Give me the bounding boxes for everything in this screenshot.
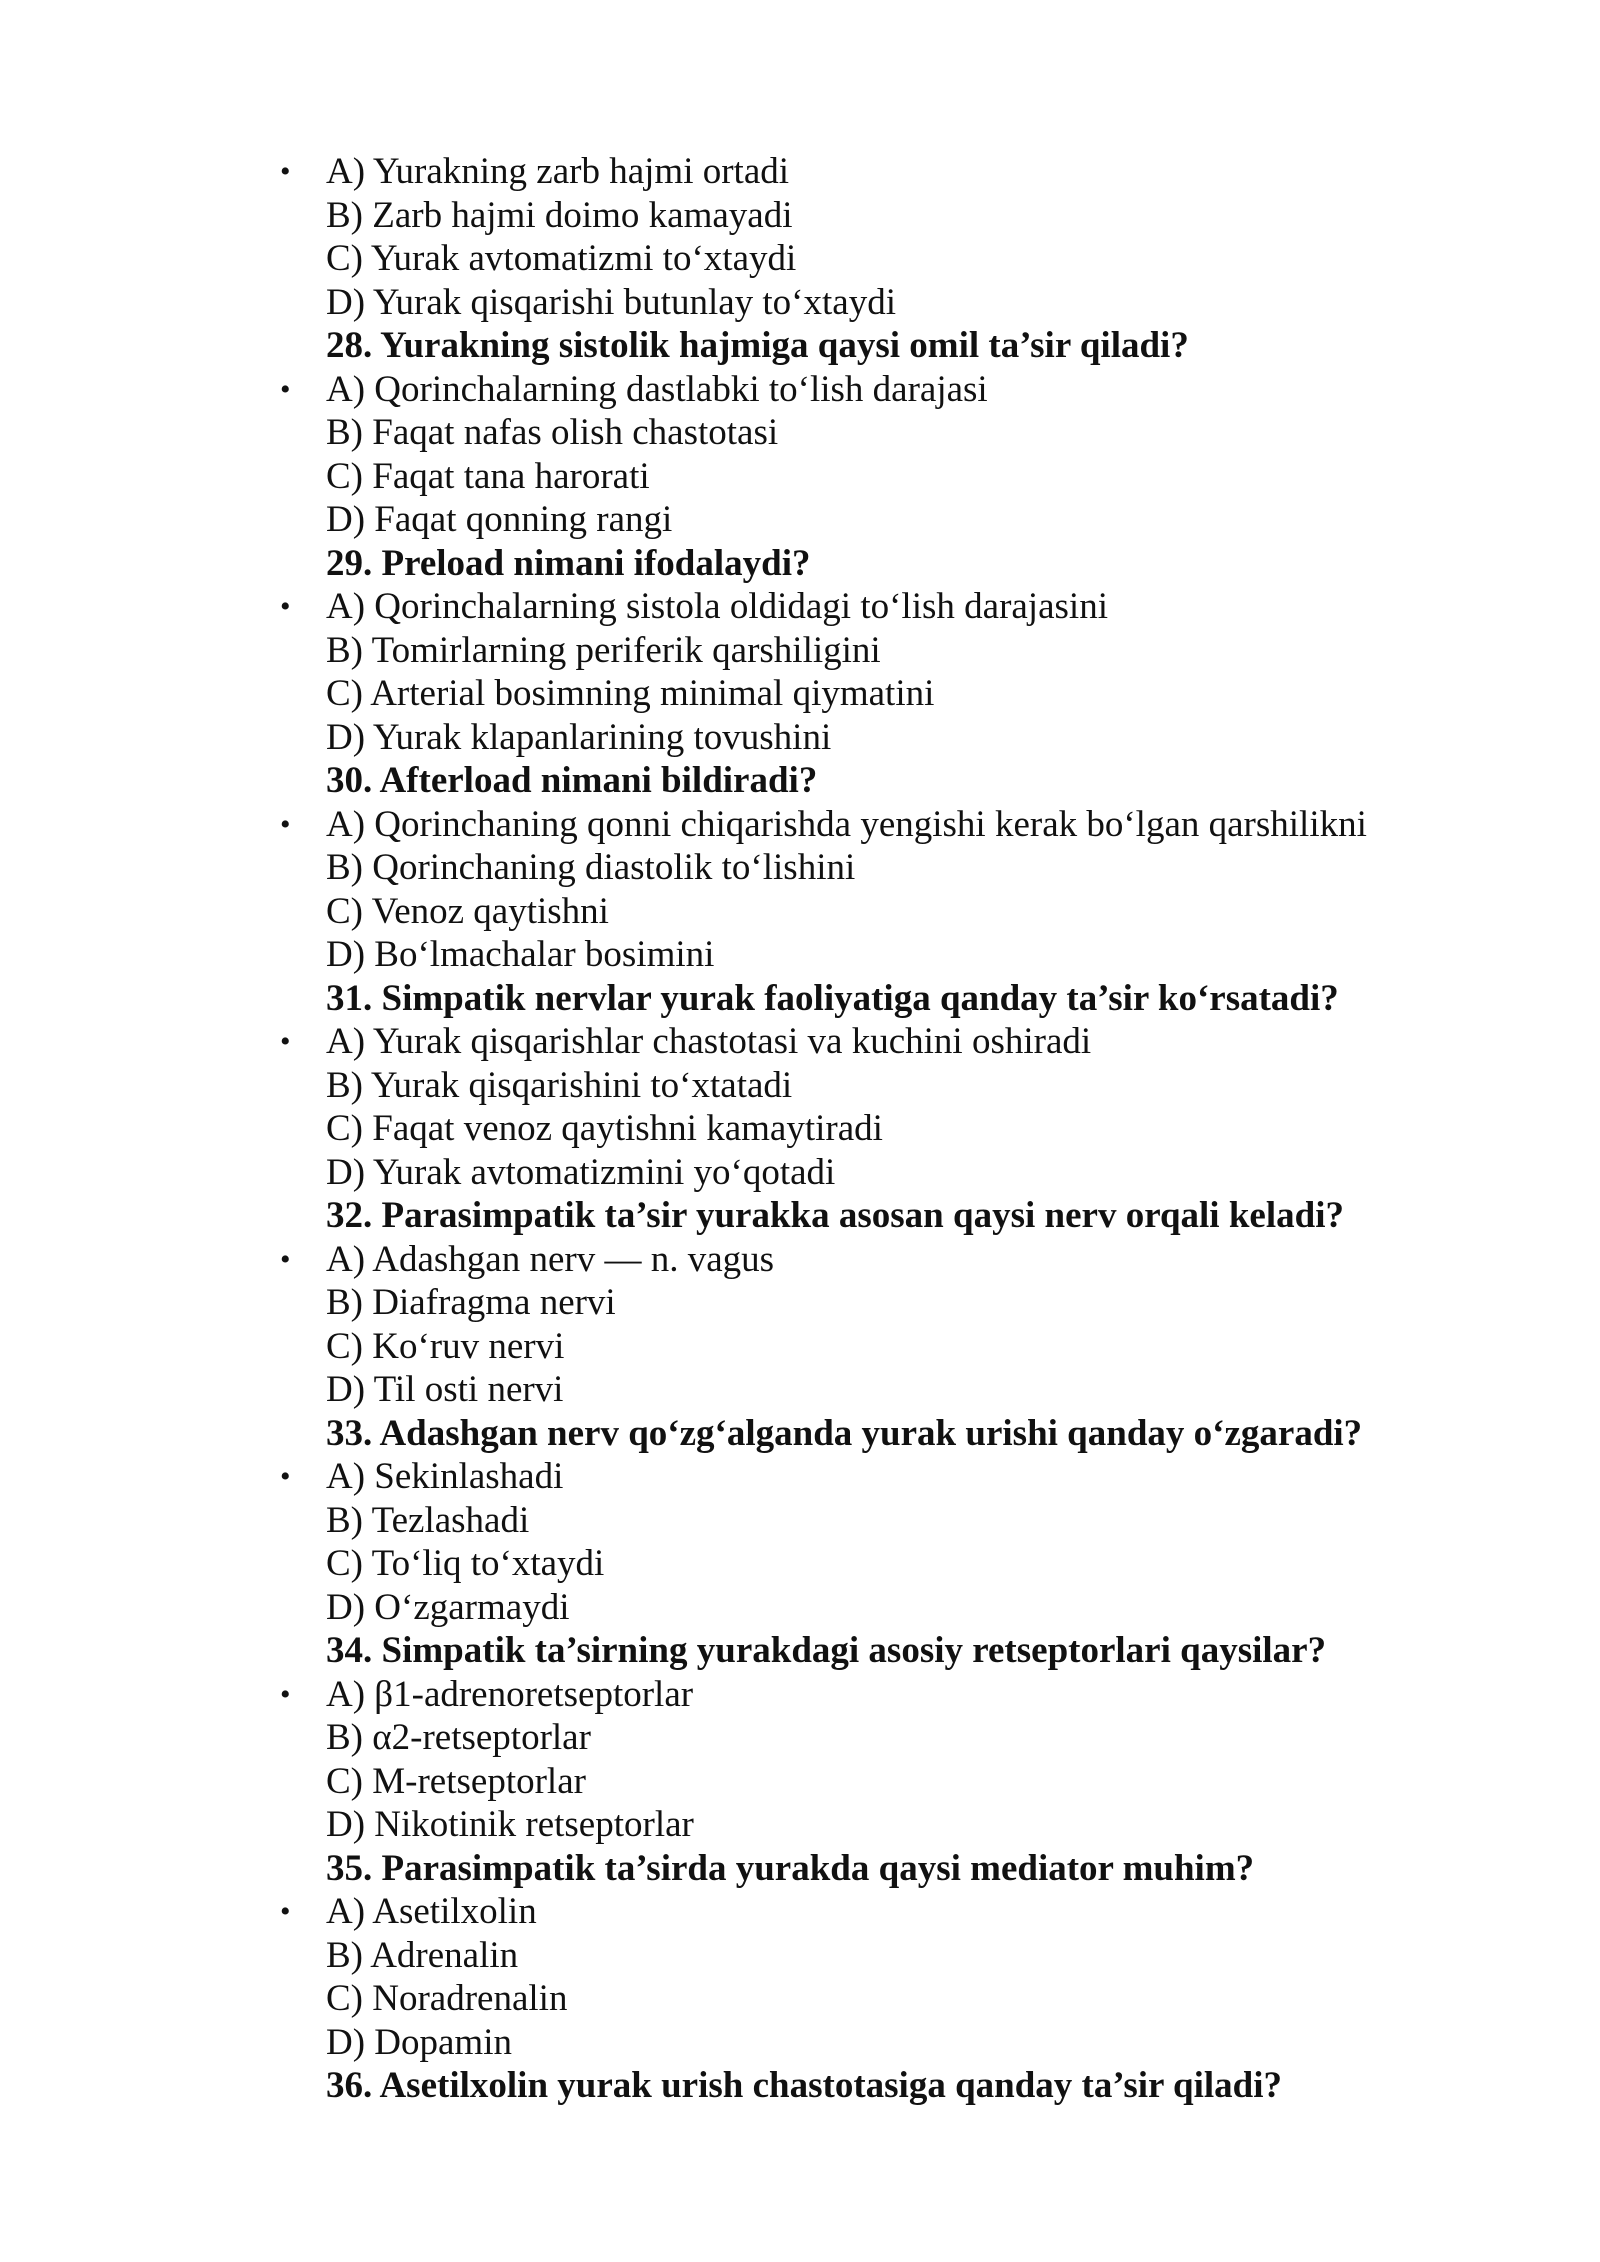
answer-option xyxy=(280,1455,1466,1499)
option-text: C) Yurak avtomatizmi to‘xtaydi xyxy=(326,238,797,279)
option-text: D) Til osti nervi xyxy=(326,1369,564,1410)
answer-option xyxy=(280,1238,1466,1282)
option-text: B) Yurak qisqarishini to‘xtatadi xyxy=(326,1064,793,1106)
bullet-marker: • xyxy=(280,1895,291,1928)
answer-option xyxy=(326,411,1466,455)
option-text: B) Diafragma nervi xyxy=(326,1282,616,1323)
option-text: B) α2-retseptorlar xyxy=(326,1717,591,1758)
option-text: C) Venoz qaytishni xyxy=(326,890,609,932)
bullet-marker: • xyxy=(280,590,291,623)
option-text: A) Asetilxolin xyxy=(326,1891,537,1932)
option-text: C) Faqat tana harorati xyxy=(326,455,650,497)
answer-option xyxy=(326,716,1466,760)
option-text: D) Yurak avtomatizmini yo‘qotadi xyxy=(326,1151,836,1193)
bullet-marker: • xyxy=(280,1677,291,1711)
answer-option xyxy=(326,890,1466,934)
answer-option xyxy=(326,933,1466,977)
answer-option xyxy=(326,281,1466,325)
question-heading: 34. Simpatik ta’sirning yurakdagi asosiy retseptorlari qaysilar? xyxy=(326,1630,1327,1671)
option-text: C) Noradrenalin xyxy=(326,1978,568,2019)
answer-option xyxy=(326,1760,1466,1804)
answer-option xyxy=(326,1586,1466,1630)
answer-option xyxy=(326,1542,1466,1586)
option-text: C) Arterial bosimning minimal qiymatini xyxy=(326,673,935,714)
question-heading: 31. Simpatik nervlar yurak faoliyatiga qanday ta’sir ko‘rsatadi? xyxy=(326,977,1339,1019)
option-text: A) Sekinlashadi xyxy=(326,1456,564,1497)
option-text: D) Dopamin xyxy=(326,2021,512,2063)
answer-option xyxy=(280,803,1466,847)
answer-option xyxy=(326,237,1466,281)
answer-option xyxy=(326,2021,1466,2065)
answer-option xyxy=(326,1977,1466,2021)
answer-option xyxy=(280,1673,1466,1717)
option-text: C) Ko‘ruv nervi xyxy=(326,1325,565,1367)
answer-option xyxy=(280,1890,1466,1934)
option-text: B) Tezlashadi xyxy=(326,1499,530,1541)
question-heading: 35. Parasimpatik ta’sirda yurakda qaysi mediator muhim? xyxy=(326,1847,1255,1889)
option-text: D) Bo‘lmachalar bosimini xyxy=(326,934,715,975)
answer-option xyxy=(326,1368,1466,1412)
question-heading: 33. Adashgan nerv qo‘zg‘alganda yurak urishi qanday o‘zgaradi? xyxy=(326,1412,1363,1454)
option-text: D) O‘zgarmaydi xyxy=(326,1586,570,1628)
bullet-marker: • xyxy=(280,1242,291,1276)
bullet-marker: • xyxy=(280,372,291,406)
answer-option xyxy=(326,1151,1466,1195)
answer-option xyxy=(280,585,1466,629)
question-heading: 32. Parasimpatik ta’sir yurakka asosan qaysi nerv orqali keladi? xyxy=(326,1195,1344,1236)
option-text: D) Faqat qonning rangi xyxy=(326,499,673,540)
answer-option xyxy=(326,498,1466,542)
answer-option xyxy=(326,1064,1466,1108)
option-text: D) Yurak qisqarishi butunlay to‘xtaydi xyxy=(326,281,896,323)
option-text: B) Adrenalin xyxy=(326,1934,519,1976)
option-text: A) Qorinchalarning sistola oldidagi to‘lish darajasini xyxy=(326,586,1108,627)
option-text: A) Qorinchaning qonni chiqarishda yengishi kerak bo‘lgan qarshilikni xyxy=(326,803,1367,845)
answer-option xyxy=(326,1934,1466,1978)
option-text: A) β1-adrenoretseptorlar xyxy=(326,1673,694,1715)
option-text: C) M-retseptorlar xyxy=(326,1760,586,1802)
option-text: C) Faqat venoz qaytishni kamaytiradi xyxy=(326,1108,883,1149)
option-text: C) To‘liq to‘xtaydi xyxy=(326,1543,605,1584)
option-text: B) Qorinchaning diastolik to‘lishini xyxy=(326,847,856,888)
answer-option xyxy=(326,1716,1466,1760)
answer-option xyxy=(280,1020,1466,1064)
question-heading: 29. Preload nimani ifodalaydi? xyxy=(326,542,811,584)
answer-option xyxy=(326,455,1466,499)
answer-option xyxy=(326,1107,1466,1151)
bullet-marker: • xyxy=(280,807,291,841)
document-page xyxy=(280,150,1466,2108)
answer-option xyxy=(326,1803,1466,1847)
answer-option xyxy=(280,368,1466,412)
answer-option xyxy=(326,846,1466,890)
option-text: A) Adashgan nerv — n. vagus xyxy=(326,1238,775,1280)
answer-option xyxy=(326,629,1466,673)
answer-option xyxy=(326,194,1466,238)
option-text: D) Nikotinik retseptorlar xyxy=(326,1804,694,1845)
question-heading: 28. Yurakning sistolik hajmiga qaysi omil ta’sir qiladi? xyxy=(326,325,1189,366)
question-heading: 30. Afterload nimani bildiradi? xyxy=(326,760,818,801)
bullet-marker: • xyxy=(280,155,291,188)
bullet-marker: • xyxy=(280,1025,291,1058)
answer-option xyxy=(326,1499,1466,1543)
option-text: B) Faqat nafas olish chastotasi xyxy=(326,412,779,453)
bullet-marker: • xyxy=(280,1460,291,1493)
answer-option xyxy=(326,1281,1466,1325)
answer-option xyxy=(326,1325,1466,1369)
option-text: D) Yurak klapanlarining tovushini xyxy=(326,716,832,758)
option-text: B) Zarb hajmi doimo kamayadi xyxy=(326,194,793,236)
option-text: A) Yurakning zarb hajmi ortadi xyxy=(326,151,790,192)
option-text: A) Yurak qisqarishlar chastotasi va kuchini oshiradi xyxy=(326,1021,1092,1062)
question-heading: 36. Asetilxolin yurak urish chastotasiga qanday ta’sir qiladi? xyxy=(326,2065,1283,2106)
answer-option xyxy=(326,672,1466,716)
option-text: B) Tomirlarning periferik qarshiligini xyxy=(326,629,881,671)
answer-option xyxy=(280,150,1466,194)
option-text: A) Qorinchalarning dastlabki to‘lish darajasi xyxy=(326,368,988,410)
